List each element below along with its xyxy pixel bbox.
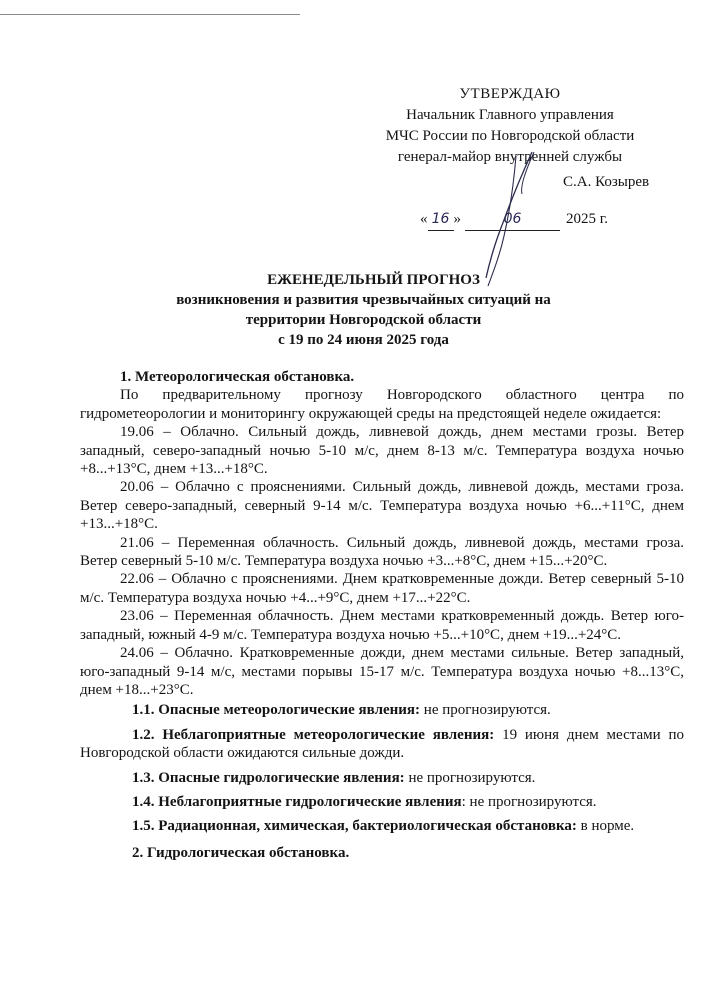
item-1-4 xyxy=(80,793,684,811)
item-1-5-text: в норме. xyxy=(576,818,635,835)
heading-line4: с 19 по 24 июня 2025 года xyxy=(278,332,449,348)
approval-position-line3: генерал-майор внутренней службы xyxy=(397,149,623,165)
signature-mark xyxy=(430,150,560,290)
forecast-day-24: 24.06 – Облачно. Кратковременные дожди, днем местами сильные. Ветер западный, юго-западный 9-14 м/с, местами порывы 15-17 м/с. Температура воздуха ночью +8...13°С, днем +18...+23°С. xyxy=(80,645,684,698)
forecast-day-21: 21.06 – Переменная облачность. Сильный дождь, ливневой дождь, местами гроза. Ветер северный 5-10 м/с. Температура воздуха ночью +3...+8°С, днем +15...+20°С. xyxy=(80,534,684,570)
item-1-4-label: 1.4. Неблагоприятные гидрологические явления xyxy=(132,793,462,810)
date-day-handwritten: 16 xyxy=(428,209,454,231)
approver-name: С.А. Козырев xyxy=(563,174,650,190)
item-1-2 xyxy=(80,726,684,763)
heading-line3: территории Новгородской области xyxy=(245,312,482,328)
item-1-3 xyxy=(80,769,684,787)
approval-position-line2: МЧС России по Новгородской области xyxy=(385,128,635,144)
item-1-5-label: 1.5. Радиационная, химическая, бактериологическая обстановка: xyxy=(132,818,577,835)
item-1-2-label: 1.2. Неблагоприятные метеорологические явления: xyxy=(132,726,495,743)
approval-title: УТВЕРЖДАЮ xyxy=(459,86,561,102)
forecast-day-23: 23.06 – Переменная облачность. Днем местами кратковременный дождь. Ветер юго-западный, южный 4-9 м/с. Температура воздуха ночью +5...+10°С, днем +19...+24°С. xyxy=(80,608,684,643)
approval-position-line1: Начальник Главного управления xyxy=(406,107,614,123)
section1-intro: По предварительному прогнозу Новгородского областного центра по гидрометеорологии и мониторингу окружающей среды на предстоящей неделе ожидается: xyxy=(80,387,684,422)
forecast-day-20: 20.06 – Облачно с прояснениями. Сильный дождь, ливневой дождь, местами гроза. Ветер северо-западный, северный 9-14 м/с. Температура воздуха ночью +6...+11°С, днем +13...+18°С. xyxy=(80,479,684,533)
item-1-4-text: : не прогнозируются. xyxy=(461,793,597,810)
date-year: 2025 г. xyxy=(566,211,608,227)
heading-line2: возникновения и развития чрезвычайных ситуаций на xyxy=(176,292,551,308)
item-1-1 xyxy=(80,701,684,719)
item-1-2-text: 19 июня днем местами по Новгородской области ожидаются сильные дожди. xyxy=(80,726,684,762)
item-1-3-label: 1.3. Опасные гидрологические явления: xyxy=(132,769,405,786)
section2-title: 2. Гидрологическая обстановка. xyxy=(132,844,350,861)
document-body xyxy=(80,368,684,862)
scan-edge-line xyxy=(0,14,300,15)
date-quote-open: « xyxy=(420,211,428,227)
item-1-1-text: не прогнозируются. xyxy=(420,702,551,719)
date-quote-close: » xyxy=(453,211,461,227)
forecast-day-19: 19.06 – Облачно. Сильный дождь, ливневой дождь, днем местами грозы. Ветер западный, северо-западный ночью 5-10 м/с, днем 8-13 м/с. Температура воздуха ночью +8...+13°С, днем +13...+18°С. xyxy=(80,424,684,478)
heading-line1: ЕЖЕНЕДЕЛЬНЫЙ ПРОГНОЗ xyxy=(267,272,480,288)
date-month-handwritten: 06 xyxy=(465,209,560,231)
item-1-3-text: не прогнозируются. xyxy=(404,769,536,786)
item-1-5 xyxy=(80,817,684,835)
item-1-1-label: 1.1. Опасные метеорологические явления: xyxy=(132,702,421,719)
section1-title: 1. Метеорологическая обстановка. xyxy=(120,369,355,385)
forecast-day-22: 22.06 – Облачно с прояснениями. Днем кратковременные дожди. Ветер северный 5-10 м/с. Температура воздуха ночью +4...+9°С, днем +17...+22°С. xyxy=(80,571,684,606)
document-heading xyxy=(0,270,707,350)
